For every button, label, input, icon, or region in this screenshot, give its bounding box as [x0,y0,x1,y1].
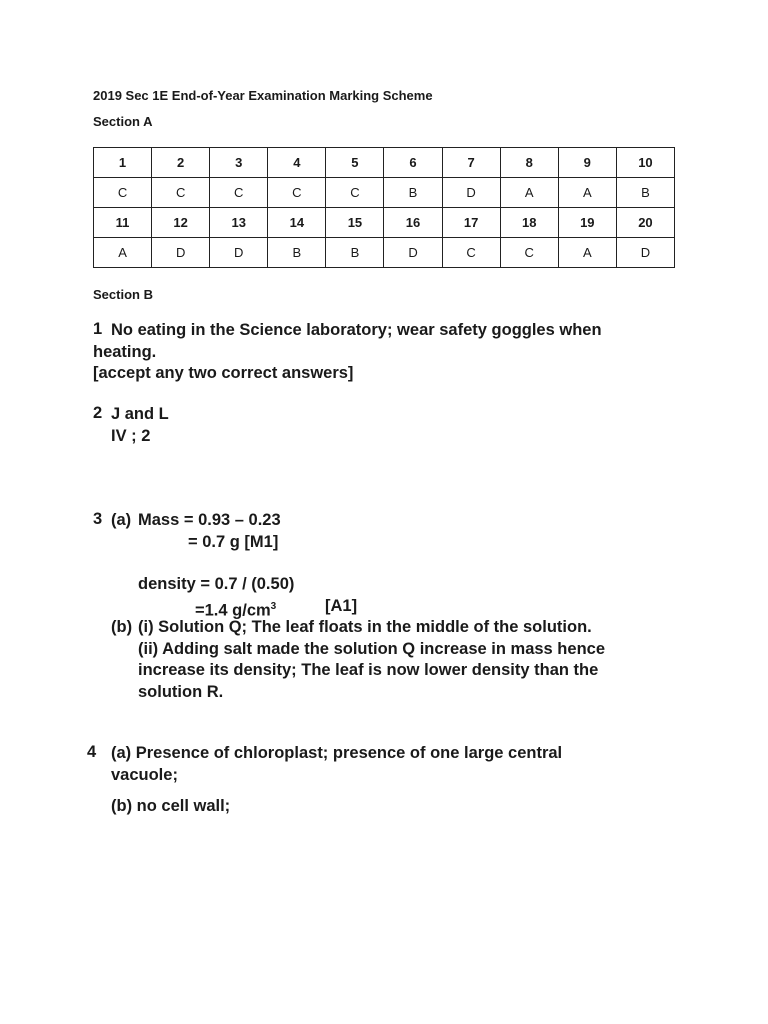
table-cell: 8 [500,148,558,178]
answer-table [93,147,675,268]
table-cell: C [94,178,152,208]
q2-answer-line: IV ; 2 [111,426,151,445]
table-cell: 3 [210,148,268,178]
table-cell: 5 [326,148,384,178]
table-cell: 18 [500,208,558,238]
table-cell: 17 [442,208,500,238]
table-cell: 4 [268,148,326,178]
q1-answer-note: [accept any two correct answers] [93,364,354,382]
q3b-ii-line: solution R. [138,682,224,701]
q4a-line: vacuole; [111,765,178,784]
question-number: 2 [93,404,103,422]
q3b-label: (b) [111,618,133,636]
q3a-label: (a) [111,511,132,529]
section-a-heading: Section A [93,114,153,129]
table-cell: 16 [384,208,442,238]
q3a-working-line: Mass = 0.93 – 0.23 [138,511,281,529]
q3b-ii-line: increase its density; The leaf is now lower density than the [138,661,599,679]
question-number: 4 [87,743,97,761]
q3a-working-line: = 0.7 g [M1] [188,532,279,551]
table-cell: 6 [384,148,442,178]
table-cell: 9 [558,148,616,178]
table-cell: B [384,178,442,208]
q3a-mark: [A1] [325,596,358,615]
table-cell: C [210,178,268,208]
table-cell: C [152,178,210,208]
table-cell: 15 [326,208,384,238]
question-number: 1 [93,320,103,338]
table-cell: 2 [152,148,210,178]
table-cell: D [384,238,442,268]
table-cell: D [616,238,674,268]
table-cell: A [94,238,152,268]
table-cell: A [558,178,616,208]
table-cell: 19 [558,208,616,238]
q3b-i-line: (i) Solution Q; The leaf floats in the middle of the solution. [138,618,592,636]
q1-answer-line: No eating in the Science laboratory; wear safety goggles when [111,321,602,339]
table-cell: 11 [94,208,152,238]
table-cell: D [442,178,500,208]
table-cell: 12 [152,208,210,238]
table-cell: C [326,178,384,208]
table-cell: 13 [210,208,268,238]
table-row [94,148,675,178]
q3a-density-result: =1.4 $g/cm^3$ [195,600,277,619]
table-cell: D [152,238,210,268]
table-cell: 14 [268,208,326,238]
table-cell: 20 [616,208,674,238]
q3b-ii-line: (ii) Adding salt made the solution Q increase in mass hence [138,639,605,658]
q4b-line: (b) no cell wall; [111,797,231,815]
table-cell: C [500,238,558,268]
table-cell: C [442,238,500,268]
table-cell: B [616,178,674,208]
table-cell: C [268,178,326,208]
table-cell: 10 [616,148,674,178]
q4a-line: (a) Presence of chloroplast; presence of one large central [111,744,563,762]
table-row [94,208,675,238]
section-b-heading: Section B [93,287,153,302]
table-cell: A [558,238,616,268]
q1-answer-line: heating. [93,342,157,361]
table-row [94,238,675,268]
table-cell: A [500,178,558,208]
superscript: 3 [270,600,277,612]
q2-answer-line: J and L [111,405,169,423]
table-cell: 1 [94,148,152,178]
table-cell: B [326,238,384,268]
table-row [94,178,675,208]
question-number: 3 [93,510,103,528]
table-cell: B [268,238,326,268]
table-cell: D [210,238,268,268]
table-cell: 7 [442,148,500,178]
q3a-density-line: density = 0.7 / (0.50) [138,575,295,593]
document-title: 2019 Sec 1E End-of-Year Examination Marking Scheme [93,88,433,103]
